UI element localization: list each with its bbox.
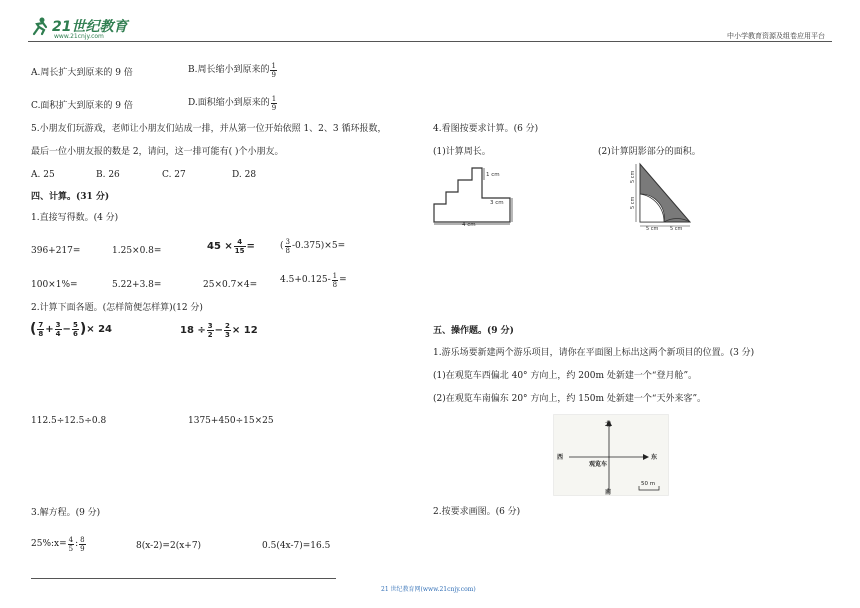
calc-r2-d: 4.5+0.125- $\frac{1}{8}$ =	[280, 272, 347, 289]
q5-choice-a: A. 25	[31, 170, 55, 180]
q4-part2: (2)计算阴影部分的面积。	[598, 147, 701, 157]
q5-2-text: 2.按要求画图。(6 分)	[433, 507, 521, 517]
calc-r1-b: 1.25×0.8=	[112, 246, 162, 256]
q5-choice-b: B. 26	[96, 170, 120, 180]
map-west: 西	[557, 454, 564, 461]
option-c: C.面积扩大到原来的 9 倍	[31, 101, 133, 111]
map-north: 北	[605, 421, 612, 428]
option-d	[188, 95, 278, 112]
fig1-label-3cm: 3 cm	[490, 200, 504, 206]
compass-map	[553, 414, 669, 496]
calc-r2-d-fraction: $\frac{1}{8}$	[332, 272, 338, 289]
calc-r1-c: 45 × $\frac{4}{15}$ =	[207, 238, 255, 255]
q1-title: 1.直接写得数。(4 分)	[31, 213, 119, 223]
fig2-label-bottom-left: 5 cm	[646, 226, 659, 230]
logo-url: www.21cnjy.com	[54, 33, 104, 40]
q5-1-text: 1.游乐场要新建两个游乐项目，请你在平面图上标出这两个新项目的位置。(3 分)	[433, 348, 755, 358]
footer-text: 21 世纪教育网(www.21cnjy.com)	[381, 586, 476, 593]
section-4-title: 四、计算。(31 分)	[31, 192, 110, 202]
calc-r2-b: 5.22+3.8=	[112, 280, 162, 290]
q3-title: 3.解方程。(9 分)	[31, 508, 101, 518]
calc-r1-c-fraction: $\frac{4}{15}$	[234, 238, 245, 255]
fig2-label-bottom-right: 5 cm	[670, 226, 683, 230]
map-scale-label: 50 m	[641, 481, 656, 487]
option-d-text: D.面积缩小到原来的	[188, 98, 270, 108]
header-right-text: 中小学教育资源及组卷应用平台	[727, 32, 825, 40]
equation-3: 0.5(4x-7)=16.5	[262, 541, 331, 551]
option-a: A.周长扩大到原来的 9 倍	[31, 68, 133, 78]
q2-title: 2.计算下面各题。(怎样简便怎样算)(12 分)	[31, 303, 203, 313]
option-b-text: B.周长缩小到原来的	[188, 65, 270, 75]
calc-r1-d: ( $\frac{3}{8}$ -0.375)×5=	[280, 238, 346, 255]
calc-r2-c: 25×0.7×4=	[203, 280, 258, 290]
fig2-label-top: 5 cm	[630, 170, 636, 183]
calc-r2-a: 100×1%=	[31, 280, 78, 290]
fig1-label-4cm: 4 cm	[462, 222, 476, 226]
fig1-label-1cm: 1 cm	[486, 172, 500, 178]
q5-line2: 最后一位小朋友报的数是 2，请问，这一排可能有( )个小朋友。	[31, 147, 284, 157]
map-south: 南	[605, 489, 612, 496]
equation-2: 8(x-2)=2(x+7)	[136, 541, 202, 551]
expr-2: 18 ÷ $\frac{3}{2}$ − $\frac{2}{3}$ × 12	[180, 322, 258, 339]
q4-title: 4.看图按要求计算。(6 分)	[433, 124, 539, 134]
q4-part1: (1)计算周长。	[433, 147, 491, 157]
runner-logo-icon	[30, 16, 50, 36]
expr-3: 112.5÷12.5÷0.8	[31, 416, 107, 426]
staircase-figure	[430, 160, 522, 226]
option-b-fraction: $\frac{1}{9}$	[271, 62, 276, 79]
bottom-left-rule	[31, 578, 336, 579]
header-rule	[28, 41, 832, 42]
expr-1: ( $\frac{7}{8}$ + $\frac{3}{4}$ − $\frac{5}{6}$ )× 24	[30, 321, 112, 338]
option-b	[188, 62, 278, 79]
equation-1: 25%:x= $\frac{4}{5}$ : $\frac{8}{9}$	[31, 536, 85, 553]
q5-line1: 5.小朋友们玩游戏，老师让小朋友们站成一排，并从第一位开始依照 1、2、3 循环报数，	[31, 124, 387, 134]
calc-r1-a: 396+217=	[31, 246, 81, 256]
shaded-quarter-circle-figure	[628, 160, 700, 230]
map-east: 东	[651, 454, 658, 461]
logo	[30, 14, 140, 44]
q5-choice-d: D. 28	[232, 170, 257, 180]
section-5-title: 五、操作题。(9 分)	[433, 326, 514, 336]
q5-1-a: (1)在观览车西偏北 40° 方向上，约 200m 处新建一个“登月舱”。	[433, 371, 698, 381]
calc-r1-d-fraction: $\frac{3}{8}$	[285, 238, 290, 255]
fig2-label-mid: 5 cm	[630, 196, 636, 209]
expr-4: 1375+450÷15×25	[188, 416, 274, 426]
q5-choice-c: C. 27	[162, 170, 186, 180]
q5-1-b: (2)在观览车南偏东 20° 方向上，约 150m 处新建一个“天外来客”。	[433, 394, 707, 404]
option-d-fraction: $\frac{1}{9}$	[271, 95, 277, 112]
map-center-label: 观览车	[589, 461, 608, 468]
logo-text: 21世纪教育	[52, 19, 128, 35]
